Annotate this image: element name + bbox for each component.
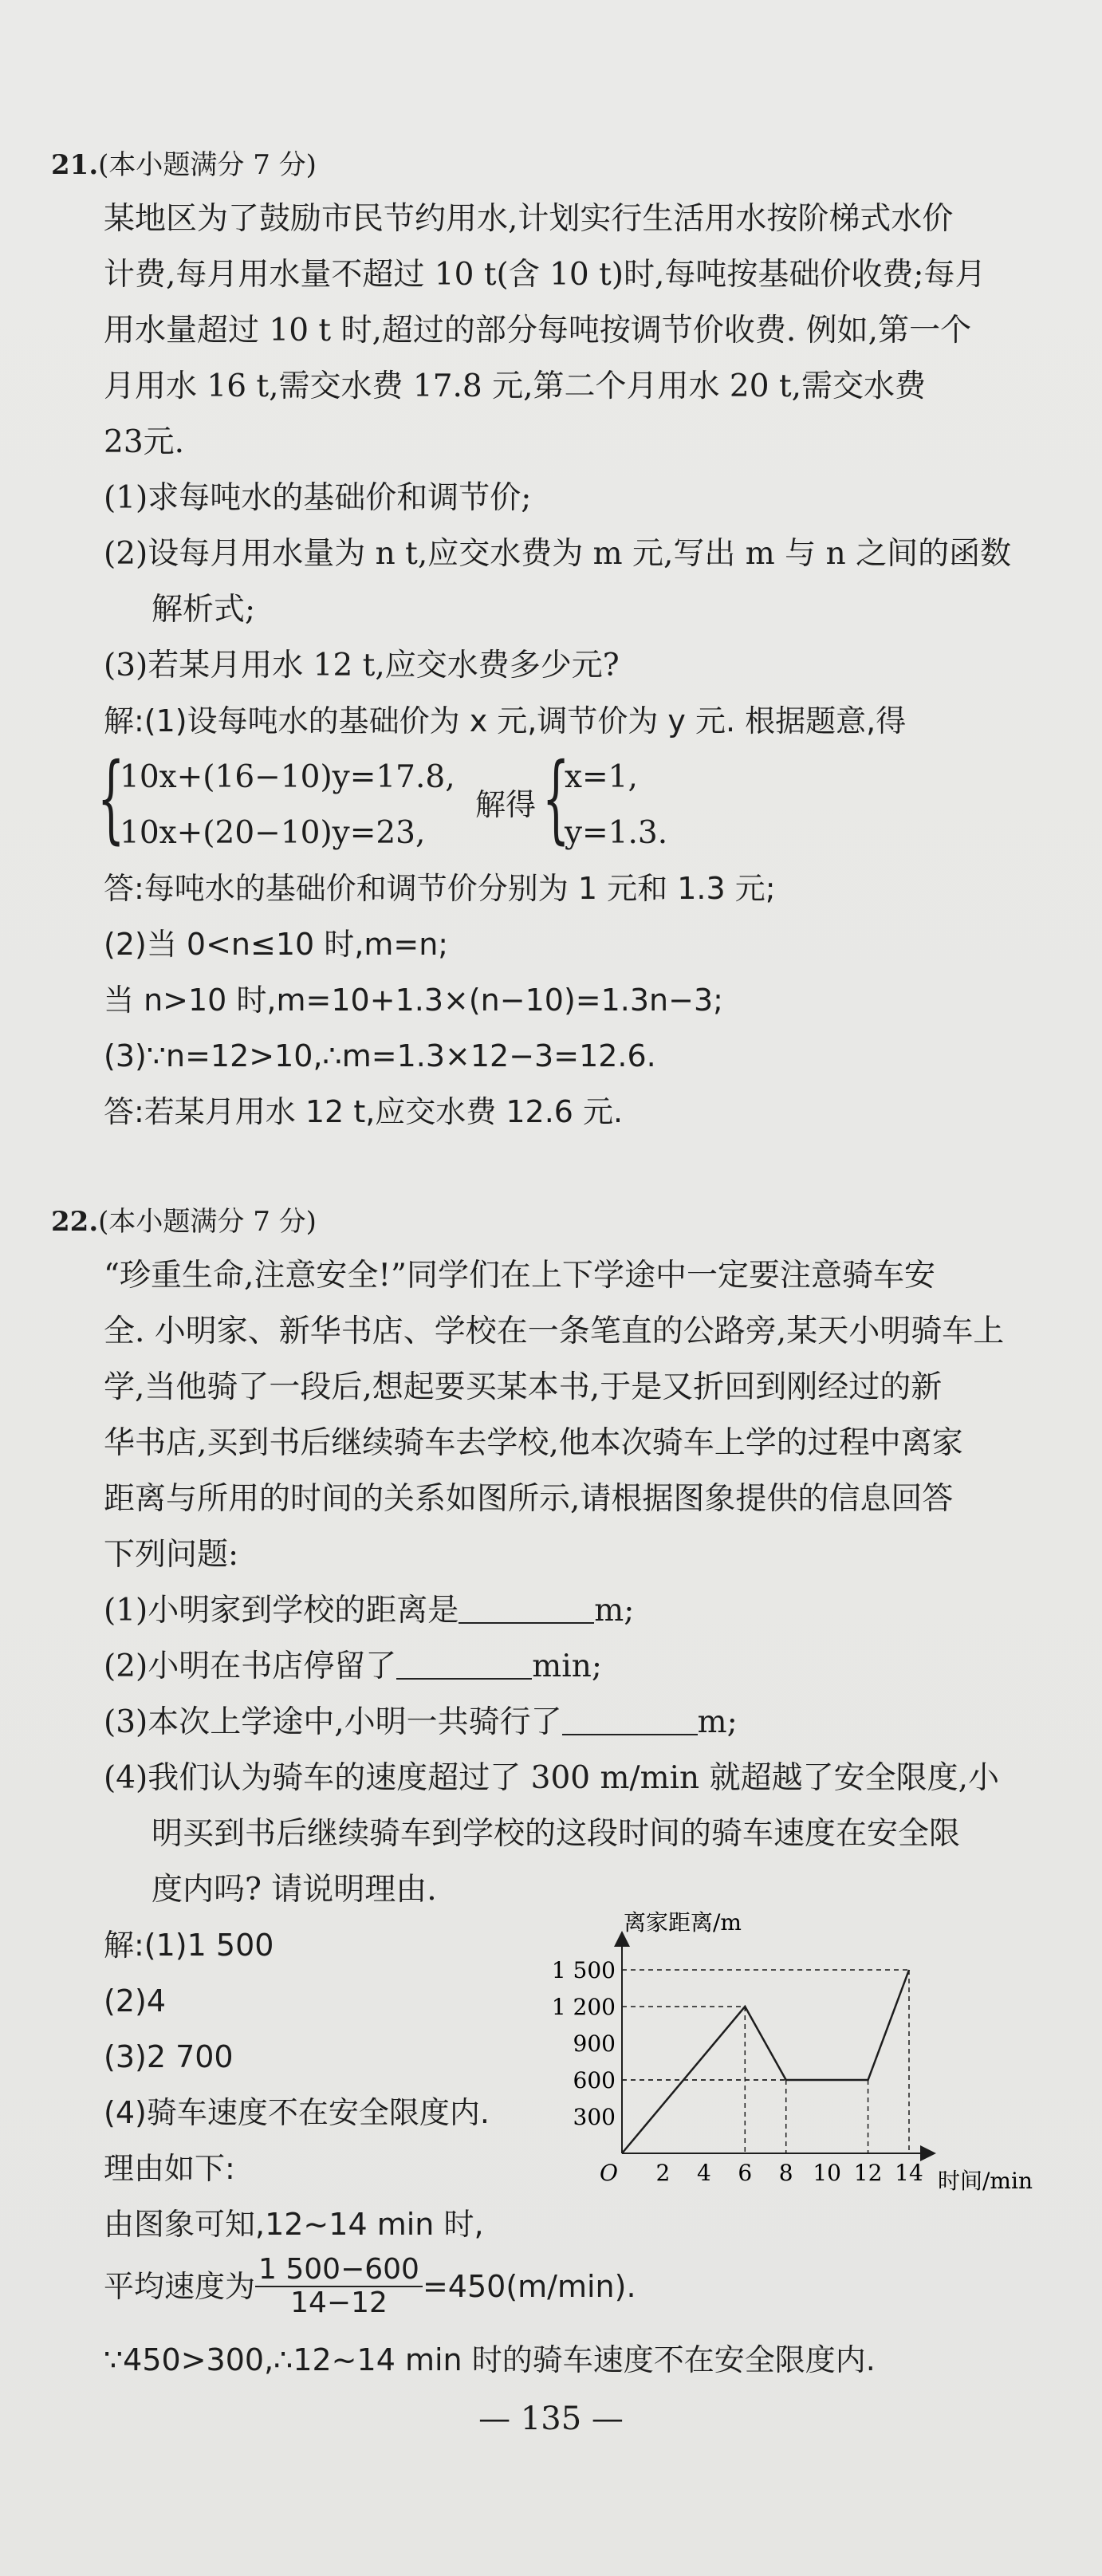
origin-label: O	[600, 2160, 618, 2186]
q22-body-line: 学,当他骑了一段后,想起要买某本书,于是又折回到刚经过的新	[104, 1369, 943, 1405]
q22-solution-5: 理由如下:	[104, 2151, 235, 2186]
q21-part-2: (2)设每月用水量为 n t,应交水费为 m 元,写出 m 与 n 之间的函数	[104, 536, 1012, 572]
q22-body-line: 下列问题:	[104, 1537, 239, 1573]
q21-part-1: (1)求每吨水的基础价和调节价;	[104, 480, 532, 516]
q22-part-2-unit: min;	[532, 1648, 602, 1684]
distance-time-graph	[551, 1909, 1061, 2194]
q22-header	[51, 1206, 317, 1238]
fraction-denominator: 14−12	[290, 2286, 388, 2319]
fraction-numerator: 1 500−600	[255, 2255, 423, 2287]
q21-answer-1: 答:每吨水的基础价和调节价分别为 1 元和 1.3 元;	[104, 871, 776, 906]
left-brace: {	[97, 743, 125, 854]
q22-solution-6: 由图象可知,12~14 min 时,	[104, 2207, 484, 2242]
q22-part-1	[104, 1593, 635, 1629]
average-speed-result: =450(m/min).	[422, 2269, 636, 2304]
y-tick-label: 1 200	[551, 1994, 616, 2020]
q22-number: 22.	[51, 1206, 99, 1238]
q22-solution-7	[104, 2255, 636, 2318]
left-brace: {	[542, 743, 570, 854]
x-tick-label: 14	[895, 2160, 923, 2186]
q21-part-3: (3)若某月用水 12 t,应交水费多少元?	[104, 648, 620, 683]
y-tick-label: 300	[573, 2104, 616, 2130]
q21-solution-y: y=1.3.	[565, 815, 668, 851]
q22-body-line: 全. 小明家、新华书店、学校在一条笔直的公路旁,某天小明骑车上	[104, 1314, 1005, 1349]
q21-answer-3: 答:若某月用水 12 t,应交水费 12.6 元.	[104, 1094, 624, 1129]
q22-part-3-text: (3)本次上学途中,小明一共骑行了	[104, 1704, 562, 1740]
q21-score-note: (本小题满分 7 分)	[98, 149, 317, 181]
y-tick-label: 900	[573, 2030, 616, 2057]
q21-body-line: 某地区为了鼓励市民节约用水,计划实行生活用水按阶梯式水价	[104, 201, 954, 237]
x-tick-label: 8	[778, 2160, 793, 2186]
y-tick-label: 1 500	[551, 1957, 616, 1983]
q21-number: 21.	[51, 149, 99, 181]
x-tick-label: 12	[853, 2160, 883, 2186]
q22-solution-8: ∵450>300,∴12~14 min 时的骑车速度不在安全限度内.	[104, 2342, 876, 2377]
page-number: — 135 —	[478, 2401, 624, 2437]
q21-header	[51, 149, 317, 181]
q22-body-line: “珍重生命,注意安全!”同学们在上下学途中一定要注意骑车安	[104, 1258, 935, 1294]
q21-equation-2: 10x+(20−10)y=23,	[120, 815, 426, 851]
x-tick-label: 10	[813, 2160, 841, 2186]
q21-body-line: 23元.	[104, 424, 185, 460]
distance-series-line	[622, 1970, 909, 2153]
q22-part-3	[104, 1704, 738, 1740]
q21-body-line: 用水量超过 10 t 时,超过的部分每吨按调节价收费. 例如,第一个	[104, 313, 972, 349]
answer-blank	[562, 1710, 698, 1735]
q21-part-2-a: (2)当 0<n≤10 时,m=n;	[104, 927, 449, 962]
y-axis-label: 离家距离/m	[624, 1909, 742, 1936]
q21-solve-word: 解得	[475, 787, 537, 822]
q21-body-line: 计费,每月用水量不超过 10 t(含 10 t)时,每吨按基础价收费;每月	[104, 257, 986, 293]
q22-solution-4: (4)骑车速度不在安全限度内.	[104, 2095, 490, 2130]
q21-body-line: 月用水 16 t,需交水费 17.8 元,第二个月用水 20 t,需交水费	[104, 368, 927, 404]
y-tick-label: 600	[573, 2067, 616, 2093]
q21-part-2-cont: 解析式;	[152, 592, 256, 628]
q21-solution-intro: 解:(1)设每吨水的基础价为 x 元,调节价为 y 元. 根据题意,得	[104, 703, 907, 739]
q22-part-3-unit: m;	[697, 1704, 738, 1740]
x-tick-label: 4	[696, 2160, 711, 2186]
q21-solution-x: x=1,	[565, 759, 638, 795]
q22-score-note: (本小题满分 7 分)	[98, 1206, 317, 1238]
q22-solution-2: (2)4	[104, 1983, 167, 2019]
q21-part-3-solution: (3)∵n=12>10,∴m=1.3×12−3=12.6.	[104, 1038, 656, 1073]
fraction	[255, 2255, 423, 2318]
average-speed-label: 平均速度为	[104, 2269, 256, 2304]
q22-part-2-text: (2)小明在书店停留了	[104, 1648, 397, 1684]
answer-blank	[396, 1654, 532, 1680]
q22-part-4-line: 度内吗? 请说明理由.	[152, 1872, 437, 1908]
q21-part-2-b: 当 n>10 时,m=10+1.3×(n−10)=1.3n−3;	[104, 983, 723, 1018]
q22-body-line: 华书店,买到书后继续骑车去学校,他本次骑车上学的过程中离家	[104, 1425, 963, 1461]
q22-part-2	[104, 1648, 602, 1684]
q22-solution-1: 解:(1)1 500	[104, 1928, 274, 1963]
q21-equation-1: 10x+(16−10)y=17.8,	[120, 759, 455, 795]
q22-solution-3: (3)2 700	[104, 2039, 234, 2074]
q22-part-1-unit: m;	[594, 1593, 635, 1629]
x-axis-label: 时间/min	[938, 2168, 1033, 2194]
q22-part-1-text: (1)小明家到学校的距离是	[104, 1593, 459, 1629]
answer-blank	[459, 1598, 594, 1624]
x-tick-label: 6	[738, 2160, 753, 2186]
q22-part-4-line: (4)我们认为骑车的速度超过了 300 m/min 就超越了安全限度,小	[104, 1760, 999, 1796]
q22-part-4-line: 明买到书后继续骑车到学校的这段时间的骑车速度在安全限	[152, 1816, 961, 1852]
x-tick-label: 2	[655, 2160, 671, 2186]
q22-body-line: 距离与所用的时间的关系如图所示,请根据图象提供的信息回答	[104, 1481, 954, 1517]
